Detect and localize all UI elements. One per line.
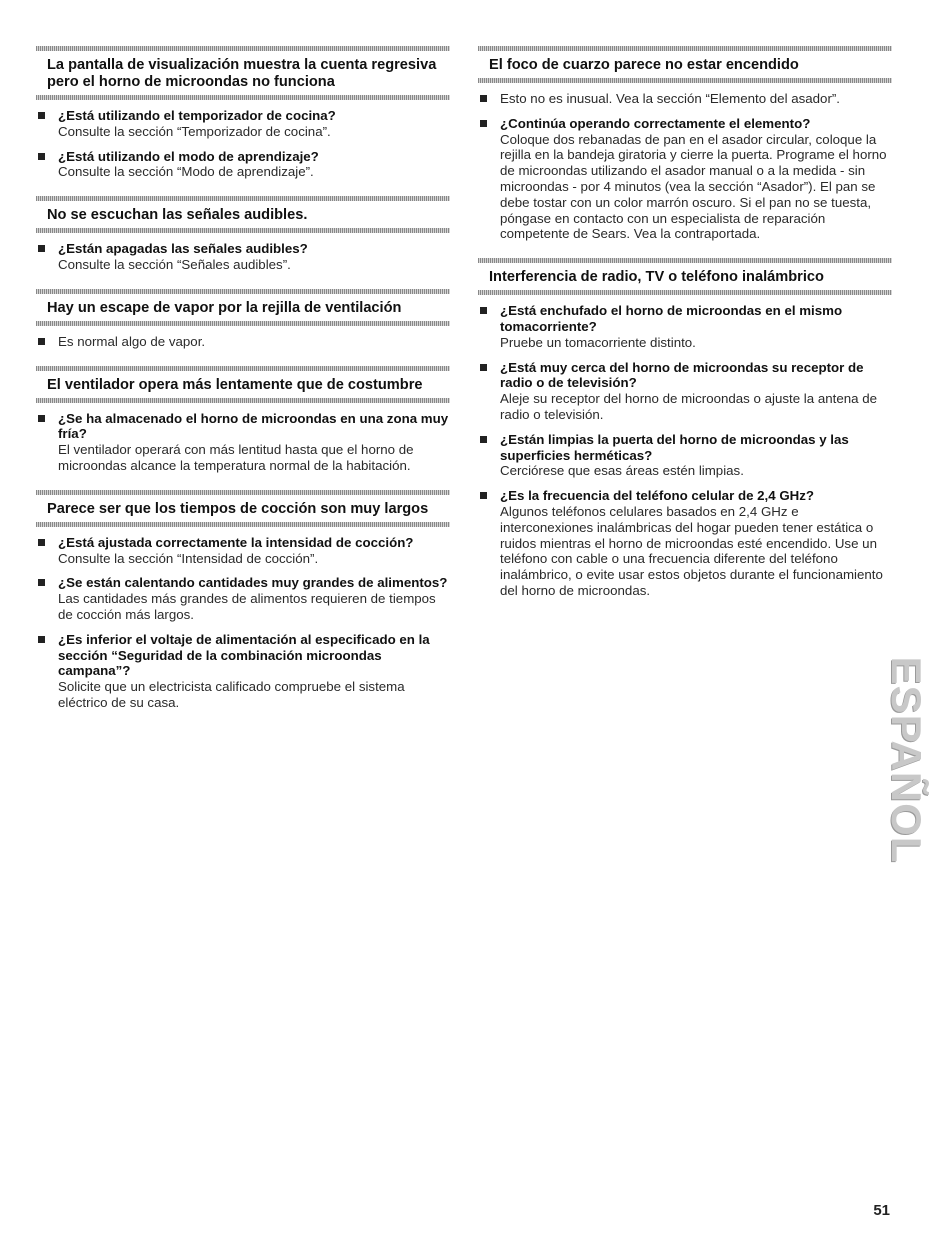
- list-item: [36, 334, 450, 350]
- item-question: ¿Es la frecuencia del teléfono celular de 2,4 GHz?: [500, 488, 815, 504]
- section-bottom-rule: [36, 95, 450, 100]
- section-heading: Hay un escape de vapor por la rejilla de ventilación: [47, 299, 402, 316]
- square-bullet-icon: [38, 338, 45, 345]
- item-list: [36, 535, 450, 711]
- square-bullet-icon: [38, 579, 45, 586]
- item-answer: Aleje su receptor del horno de microondas o ajuste la antena de radio o televisión.: [500, 391, 877, 422]
- language-tab-label: ESPAÑOL: [883, 656, 930, 864]
- list-item: [36, 241, 450, 273]
- item-answer: Cerciórese que esas áreas estén limpias.: [500, 463, 744, 479]
- list-item: [478, 303, 892, 350]
- section-slow-fan: [36, 366, 450, 474]
- item-answer: Esto no es inusual. Vea la sección “Elemento del asador”.: [500, 91, 841, 106]
- item-question: ¿Está enchufado el horno de microondas en el mismo tomacorriente?: [500, 303, 843, 334]
- section-bottom-rule: [36, 321, 450, 326]
- item-question: ¿Está muy cerca del horno de microondas su receptor de radio o de televisión?: [500, 359, 864, 391]
- list-item: [478, 116, 892, 242]
- square-bullet-icon: [480, 364, 487, 371]
- square-bullet-icon: [480, 307, 487, 314]
- list-item: [36, 632, 450, 711]
- item-question: ¿Están apagadas las señales audibles?: [58, 241, 308, 257]
- item-answer: Pruebe un tomacorriente distinto.: [500, 334, 696, 350]
- section-heading: No se escuchan las señales audibles.: [47, 207, 308, 224]
- square-bullet-icon: [480, 120, 487, 127]
- list-item: [36, 108, 450, 140]
- section-heading: El foco de cuarzo parece no estar encendido: [489, 57, 799, 73]
- left-column: [36, 46, 450, 727]
- item-answer: Coloque dos rebanadas de pan en el asador circular, coloque la rejilla en la bandeja giratoria y cierre la puerta. Programe el horno de microondas utilizando el asador manual o a la medida - sin microondas - por 4 minutos (vea la sección “Asador”). El pan se debe tostar con un color marrón oscuro. Si el pan no se tuesta, póngase en contacto con un especialista de reparación competente de Sears. Vea la contraportada.: [500, 131, 887, 242]
- section-bottom-rule: [478, 290, 892, 295]
- right-column: [478, 46, 892, 615]
- section-bottom-rule: [36, 522, 450, 527]
- section-bottom-rule: [478, 78, 892, 83]
- section-display-countdown: [36, 46, 450, 180]
- square-bullet-icon: [480, 95, 487, 102]
- list-item: [36, 535, 450, 567]
- item-question: ¿Están limpias la puerta del horno de microondas y las superficies herméticas?: [500, 431, 849, 463]
- section-bottom-rule: [36, 398, 450, 403]
- section-heading: El ventilador opera más lentamente que de costumbre: [47, 376, 423, 393]
- item-list: [36, 241, 450, 273]
- square-bullet-icon: [38, 153, 45, 160]
- section-bottom-rule: [36, 228, 450, 233]
- item-answer: Solicite que un electricista calificado compruebe el sistema eléctrico de su casa.: [58, 679, 405, 710]
- square-bullet-icon: [38, 112, 45, 119]
- item-answer: Consulte la sección “Intensidad de cocción”.: [58, 550, 319, 566]
- item-question: ¿Está ajustada correctamente la intensidad de cocción?: [58, 534, 414, 550]
- item-question: ¿Se están calentando cantidades muy grandes de alimentos?: [58, 575, 448, 591]
- item-answer: Consulte la sección “Señales audibles”.: [58, 256, 291, 272]
- list-item: [36, 411, 450, 474]
- square-bullet-icon: [480, 436, 487, 443]
- item-answer: Las cantidades más grandes de alimentos requieren de tiempos de cocción más largos.: [58, 591, 436, 622]
- section-quartz-bulb: [478, 46, 892, 242]
- item-question: ¿Está utilizando el temporizador de cocina?: [58, 108, 336, 123]
- item-question: ¿Está utilizando el modo de aprendizaje?: [58, 148, 319, 164]
- item-answer: Consulte la sección “Temporizador de cocina”.: [58, 123, 331, 139]
- square-bullet-icon: [38, 245, 45, 252]
- square-bullet-icon: [38, 636, 45, 643]
- page-number: 51: [873, 1202, 890, 1219]
- item-list: [36, 108, 450, 180]
- list-item: [478, 91, 892, 107]
- item-answer: Es normal algo de vapor.: [58, 333, 206, 349]
- square-bullet-icon: [480, 492, 487, 499]
- item-answer: El ventilador operará con más lentitud hasta que el horno de microondas alcance la temperatura normal de la habitación.: [58, 442, 414, 473]
- section-long-cook-times: [36, 490, 450, 711]
- list-item: [478, 432, 892, 479]
- section-heading: Interferencia de radio, TV o teléfono inalámbrico: [489, 269, 824, 286]
- language-side-tab: [883, 630, 930, 890]
- item-list: [478, 303, 892, 599]
- item-question: ¿Se ha almacenado el horno de microondas en una zona muy fría?: [58, 410, 449, 442]
- item-list: [478, 91, 892, 242]
- item-list: [36, 411, 450, 474]
- section-interference: [478, 258, 892, 599]
- section-steam-vent: [36, 289, 450, 350]
- section-audible-signals: [36, 196, 450, 273]
- item-question: ¿Es inferior el voltaje de alimentación al especificado en la sección “Seguridad de la combinación microondas campana”?: [58, 631, 430, 679]
- item-answer: Algunos teléfonos celulares basados en 2,4 GHz e interconexiones inalámbricas del hogar pueden tener estática o ruidos mientras el horno de microondas esté encendido. Use un teléfono con cable o una frecuencia diferente del teléfono inalámbrico, o evite usar estos objetos durante el funcionamiento del horno de microondas.: [500, 503, 883, 598]
- item-list: [36, 334, 450, 350]
- square-bullet-icon: [38, 539, 45, 546]
- item-question: ¿Continúa operando correctamente el elemento?: [500, 115, 811, 131]
- list-item: [478, 488, 892, 599]
- item-answer: Consulte la sección “Modo de aprendizaje”.: [58, 164, 314, 180]
- list-item: [36, 149, 450, 181]
- list-item: [36, 575, 450, 622]
- section-heading: La pantalla de visualización muestra la cuenta regresiva pero el horno de microondas no funciona: [47, 57, 437, 90]
- section-heading: Parece ser que los tiempos de cocción son muy largos: [47, 500, 429, 517]
- list-item: [478, 360, 892, 423]
- square-bullet-icon: [38, 415, 45, 422]
